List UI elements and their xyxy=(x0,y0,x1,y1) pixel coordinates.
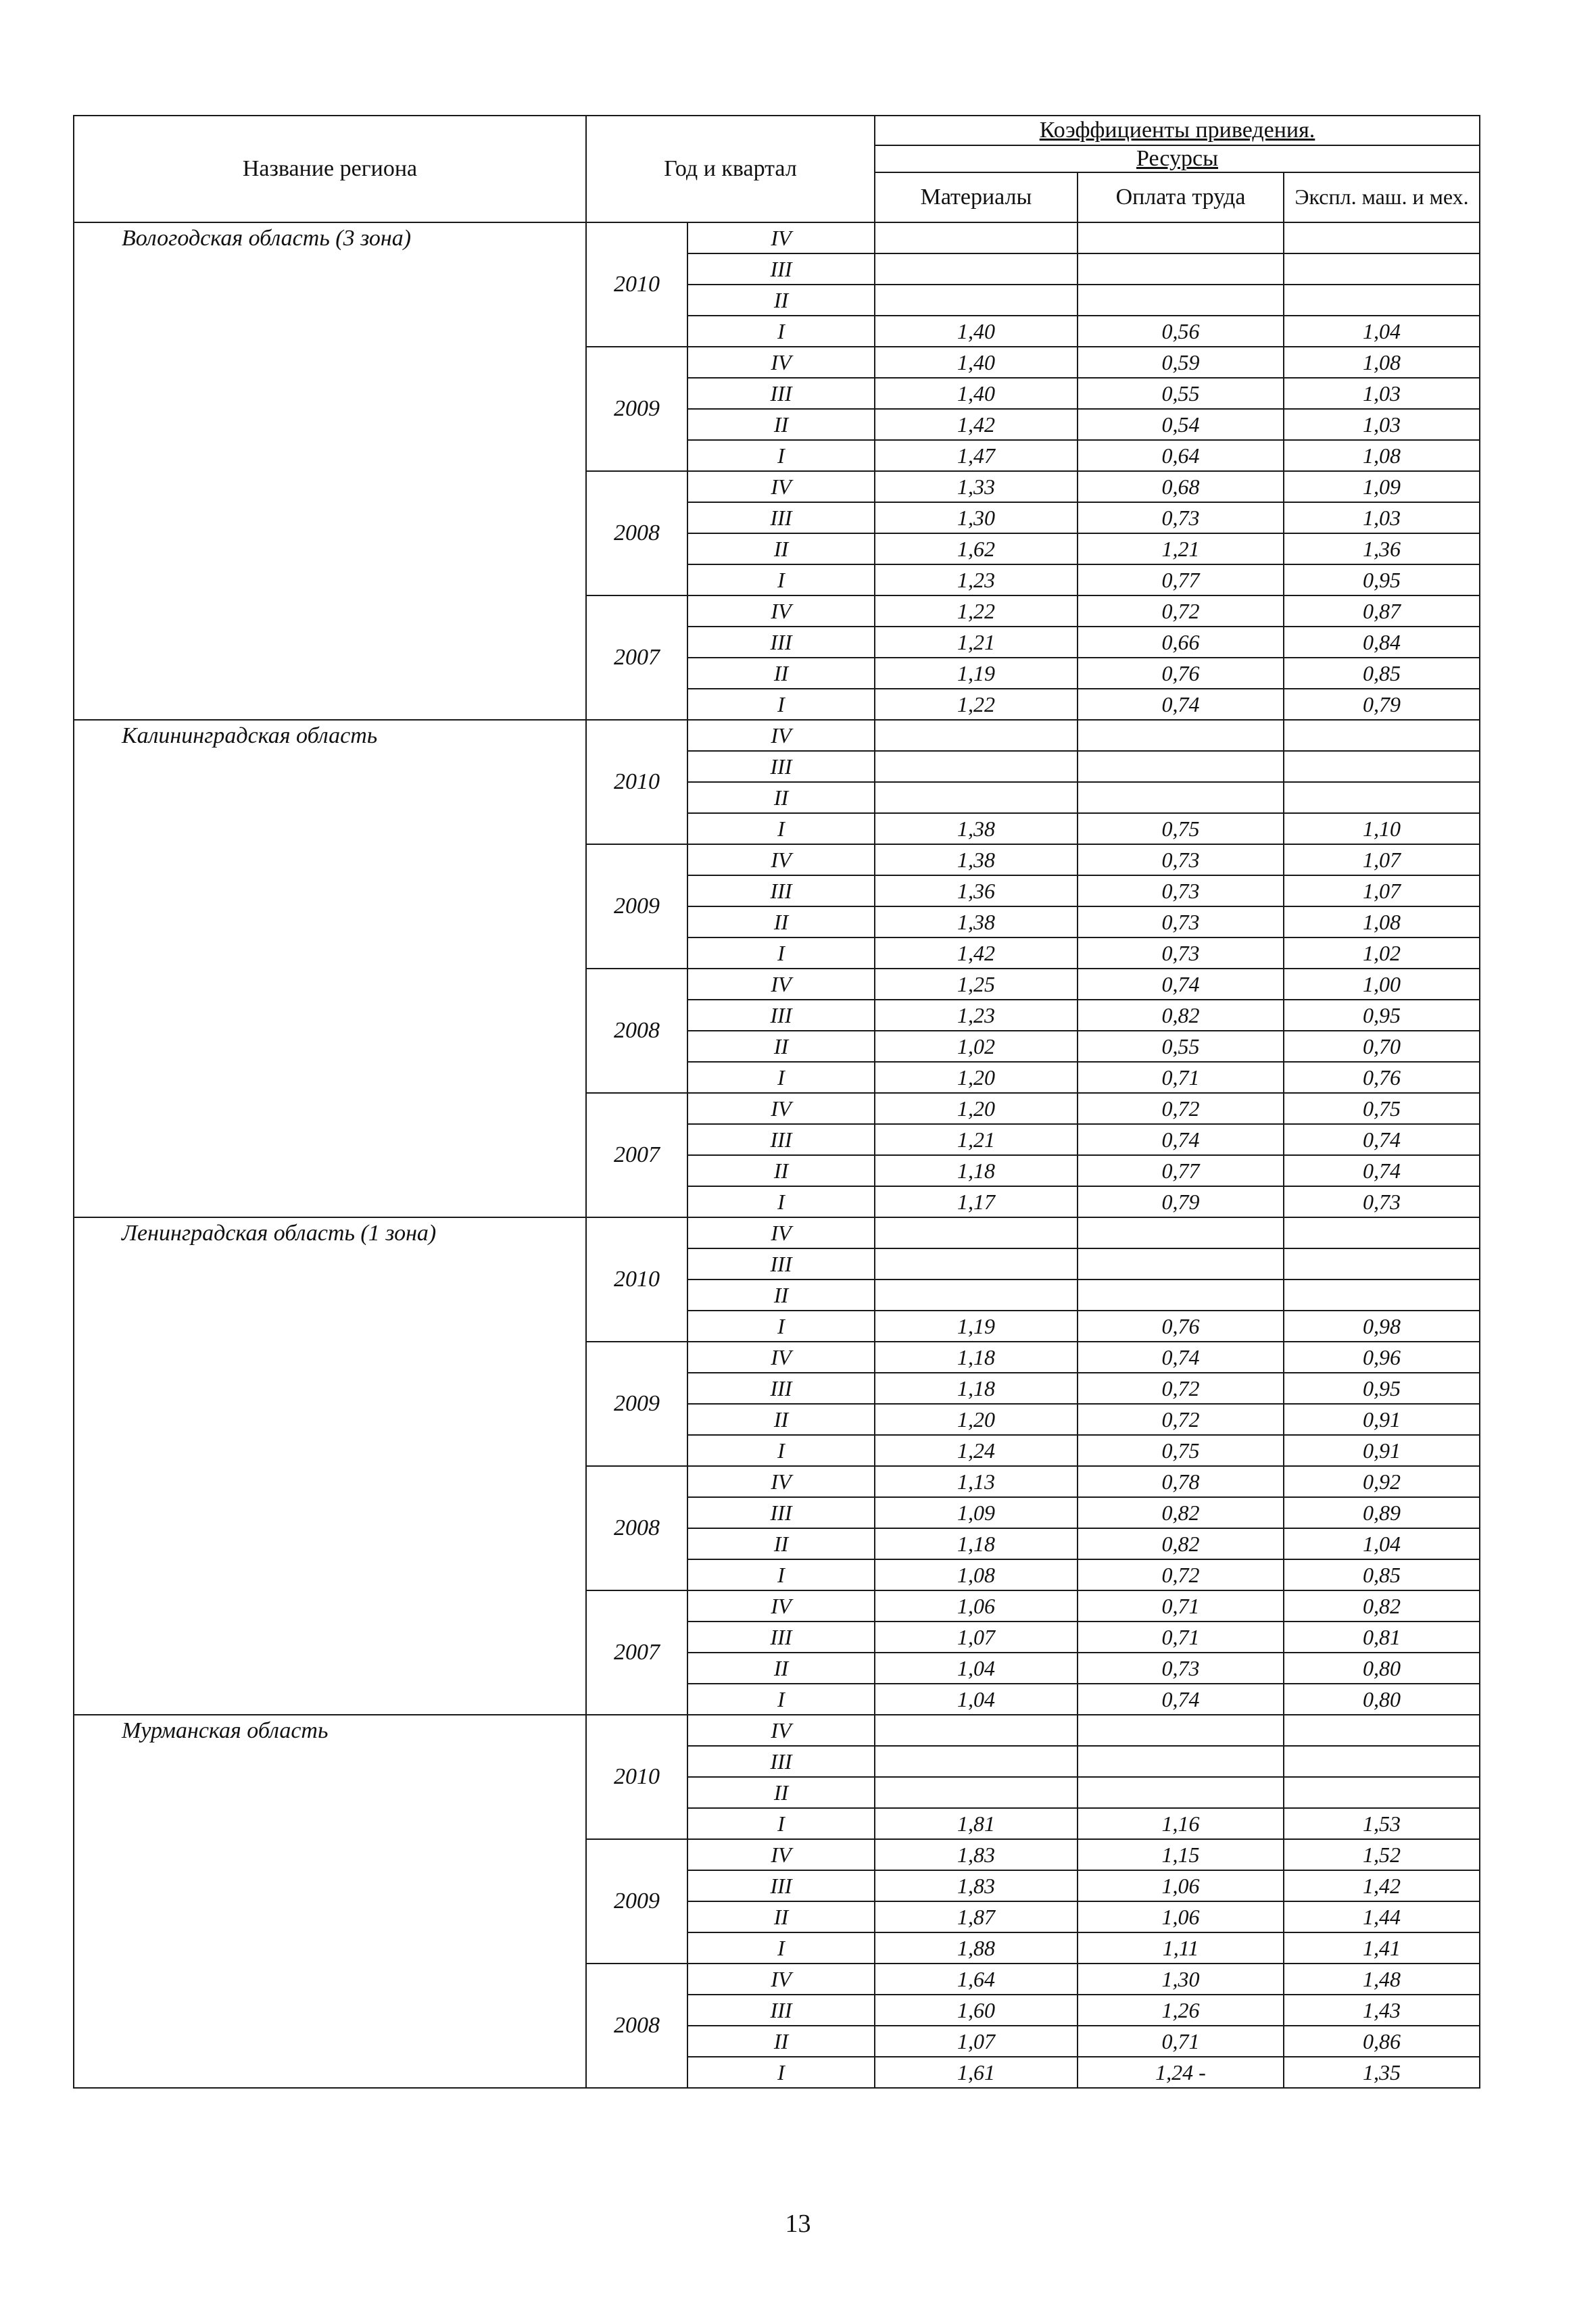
labor-value: 1,30 xyxy=(1078,1964,1284,1995)
machines-value: 1,07 xyxy=(1284,875,1480,906)
labor-value xyxy=(1078,1746,1284,1777)
machines-value: 1,53 xyxy=(1284,1808,1480,1839)
labor-value: 0,75 xyxy=(1078,813,1284,844)
materials-value: 1,25 xyxy=(875,969,1078,1000)
machines-value: 1,41 xyxy=(1284,1932,1480,1964)
year-cell: 2008 xyxy=(586,1466,687,1590)
materials-value: 1,38 xyxy=(875,844,1078,875)
labor-value: 0,74 xyxy=(1078,689,1284,720)
materials-value xyxy=(875,1746,1078,1777)
machines-value: 1,03 xyxy=(1284,378,1480,409)
quarter-cell: II xyxy=(687,1528,875,1559)
materials-value: 1,13 xyxy=(875,1466,1078,1497)
quarter-cell: III xyxy=(687,875,875,906)
materials-value xyxy=(875,222,1078,253)
materials-value: 1,22 xyxy=(875,595,1078,627)
materials-value: 1,20 xyxy=(875,1062,1078,1093)
labor-value: 0,77 xyxy=(1078,1155,1284,1186)
materials-value: 1,18 xyxy=(875,1155,1078,1186)
quarter-cell: IV xyxy=(687,1964,875,1995)
machines-value: 1,04 xyxy=(1284,316,1480,347)
quarter-cell: IV xyxy=(687,471,875,502)
materials-value: 1,21 xyxy=(875,627,1078,658)
materials-value xyxy=(875,782,1078,813)
machines-value: 1,03 xyxy=(1284,502,1480,533)
labor-value xyxy=(1078,1777,1284,1808)
quarter-cell: IV xyxy=(687,844,875,875)
materials-value: 1,02 xyxy=(875,1031,1078,1062)
machines-value: 1,36 xyxy=(1284,533,1480,564)
labor-value: 0,72 xyxy=(1078,1559,1284,1590)
labor-value: 0,73 xyxy=(1078,1653,1284,1684)
year-cell: 2008 xyxy=(586,471,687,595)
labor-value: 0,64 xyxy=(1078,440,1284,471)
materials-value: 1,22 xyxy=(875,689,1078,720)
header-machines: Экспл. маш. и мех. xyxy=(1284,172,1480,222)
machines-value: 1,04 xyxy=(1284,1528,1480,1559)
machines-value: 0,74 xyxy=(1284,1155,1480,1186)
machines-value xyxy=(1284,720,1480,751)
year-cell: 2008 xyxy=(586,1964,687,2088)
materials-value: 1,88 xyxy=(875,1932,1078,1964)
labor-value: 1,06 xyxy=(1078,1870,1284,1901)
materials-value: 1,04 xyxy=(875,1653,1078,1684)
labor-value: 0,73 xyxy=(1078,937,1284,969)
quarter-cell: II xyxy=(687,658,875,689)
materials-value: 1,19 xyxy=(875,1311,1078,1342)
labor-value: 1,21 xyxy=(1078,533,1284,564)
labor-value xyxy=(1078,751,1284,782)
materials-value: 1,23 xyxy=(875,564,1078,595)
machines-value xyxy=(1284,1248,1480,1280)
machines-value: 0,85 xyxy=(1284,658,1480,689)
labor-value: 0,72 xyxy=(1078,1404,1284,1435)
labor-value: 1,26 xyxy=(1078,1995,1284,2026)
machines-value: 0,98 xyxy=(1284,1311,1480,1342)
labor-value: 0,71 xyxy=(1078,1622,1284,1653)
machines-value xyxy=(1284,285,1480,316)
materials-value: 1,38 xyxy=(875,813,1078,844)
header-period-text: Год и квартал xyxy=(664,156,797,182)
labor-value: 1,16 xyxy=(1078,1808,1284,1839)
machines-value: 0,91 xyxy=(1284,1404,1480,1435)
machines-value: 0,87 xyxy=(1284,595,1480,627)
labor-value: 0,78 xyxy=(1078,1466,1284,1497)
materials-value: 1,33 xyxy=(875,471,1078,502)
quarter-cell: I xyxy=(687,440,875,471)
machines-value: 0,84 xyxy=(1284,627,1480,658)
labor-value: 0,79 xyxy=(1078,1186,1284,1217)
materials-value: 1,07 xyxy=(875,1622,1078,1653)
materials-value: 1,81 xyxy=(875,1808,1078,1839)
labor-value: 0,77 xyxy=(1078,564,1284,595)
quarter-cell: IV xyxy=(687,222,875,253)
machines-value: 1,42 xyxy=(1284,1870,1480,1901)
labor-value: 0,68 xyxy=(1078,471,1284,502)
materials-value: 1,21 xyxy=(875,1124,1078,1155)
materials-value: 1,42 xyxy=(875,409,1078,440)
machines-value: 1,03 xyxy=(1284,409,1480,440)
materials-value: 1,18 xyxy=(875,1342,1078,1373)
machines-value: 0,76 xyxy=(1284,1062,1480,1093)
year-cell: 2010 xyxy=(586,1715,687,1839)
machines-value: 1,35 xyxy=(1284,2057,1480,2088)
quarter-cell: II xyxy=(687,906,875,937)
machines-value: 0,79 xyxy=(1284,689,1480,720)
machines-value xyxy=(1284,1217,1480,1248)
labor-value: 0,71 xyxy=(1078,1062,1284,1093)
materials-value xyxy=(875,751,1078,782)
quarter-cell: III xyxy=(687,1124,875,1155)
quarter-cell: IV xyxy=(687,1590,875,1622)
machines-value xyxy=(1284,1280,1480,1311)
labor-value: 0,73 xyxy=(1078,906,1284,937)
materials-value: 1,30 xyxy=(875,502,1078,533)
labor-value: 0,66 xyxy=(1078,627,1284,658)
materials-value: 1,24 xyxy=(875,1435,1078,1466)
materials-value: 1,07 xyxy=(875,2026,1078,2057)
materials-value: 1,04 xyxy=(875,1684,1078,1715)
quarter-cell: III xyxy=(687,1000,875,1031)
year-cell: 2010 xyxy=(586,222,687,347)
materials-value: 1,83 xyxy=(875,1870,1078,1901)
quarter-cell: III xyxy=(687,1248,875,1280)
machines-value: 1,43 xyxy=(1284,1995,1480,2026)
quarter-cell: II xyxy=(687,1031,875,1062)
table-row xyxy=(74,1217,1480,1248)
quarter-cell: III xyxy=(687,1995,875,2026)
quarter-cell: III xyxy=(687,1497,875,1528)
quarter-cell: I xyxy=(687,1311,875,1342)
machines-value xyxy=(1284,222,1480,253)
quarter-cell: III xyxy=(687,378,875,409)
labor-value: 0,74 xyxy=(1078,969,1284,1000)
labor-value: 0,73 xyxy=(1078,844,1284,875)
quarter-cell: II xyxy=(687,533,875,564)
year-cell: 2007 xyxy=(586,595,687,720)
machines-value xyxy=(1284,1777,1480,1808)
machines-value: 0,91 xyxy=(1284,1435,1480,1466)
quarter-cell: II xyxy=(687,1404,875,1435)
machines-value: 0,89 xyxy=(1284,1497,1480,1528)
year-cell: 2009 xyxy=(586,1342,687,1466)
machines-value: 1,00 xyxy=(1284,969,1480,1000)
labor-value xyxy=(1078,1217,1284,1248)
quarter-cell: III xyxy=(687,1622,875,1653)
quarter-cell: IV xyxy=(687,1715,875,1746)
quarter-cell: I xyxy=(687,2057,875,2088)
materials-value: 1,38 xyxy=(875,906,1078,937)
labor-value: 1,06 xyxy=(1078,1901,1284,1932)
machines-value xyxy=(1284,253,1480,285)
machines-value: 0,80 xyxy=(1284,1684,1480,1715)
quarter-cell: II xyxy=(687,1653,875,1684)
labor-value: 0,76 xyxy=(1078,658,1284,689)
labor-value xyxy=(1078,253,1284,285)
quarter-cell: I xyxy=(687,1808,875,1839)
machines-value: 1,07 xyxy=(1284,844,1480,875)
machines-value: 0,86 xyxy=(1284,2026,1480,2057)
quarter-cell: I xyxy=(687,1684,875,1715)
region-name: Калининградская область xyxy=(74,720,586,1217)
quarter-cell: III xyxy=(687,1373,875,1404)
machines-value: 1,48 xyxy=(1284,1964,1480,1995)
materials-value xyxy=(875,1715,1078,1746)
quarter-cell: IV xyxy=(687,1093,875,1124)
machines-value xyxy=(1284,1715,1480,1746)
page-number: 13 xyxy=(785,2210,811,2238)
labor-value: 0,76 xyxy=(1078,1311,1284,1342)
quarter-cell: III xyxy=(687,1870,875,1901)
materials-value: 1,20 xyxy=(875,1404,1078,1435)
materials-value: 1,36 xyxy=(875,875,1078,906)
labor-value: 1,15 xyxy=(1078,1839,1284,1870)
labor-value xyxy=(1078,782,1284,813)
labor-value: 0,59 xyxy=(1078,347,1284,378)
labor-value xyxy=(1078,1280,1284,1311)
region-name: Вологодская область (3 зона) xyxy=(74,222,586,720)
table-body xyxy=(74,222,1480,2088)
year-cell: 2007 xyxy=(586,1590,687,1715)
header-materials: Материалы xyxy=(875,172,1078,222)
materials-value xyxy=(875,1248,1078,1280)
quarter-cell: IV xyxy=(687,595,875,627)
machines-value xyxy=(1284,782,1480,813)
labor-value: 0,74 xyxy=(1078,1342,1284,1373)
materials-value: 1,08 xyxy=(875,1559,1078,1590)
labor-value: 1,11 xyxy=(1078,1932,1284,1964)
quarter-cell: I xyxy=(687,1932,875,1964)
quarter-cell: II xyxy=(687,1155,875,1186)
quarter-cell: IV xyxy=(687,969,875,1000)
materials-value: 1,23 xyxy=(875,1000,1078,1031)
quarter-cell: IV xyxy=(687,1217,875,1248)
year-cell: 2009 xyxy=(586,844,687,969)
quarter-cell: III xyxy=(687,751,875,782)
machines-value: 0,82 xyxy=(1284,1590,1480,1622)
machines-value: 0,74 xyxy=(1284,1124,1480,1155)
quarter-cell: I xyxy=(687,1435,875,1466)
quarter-cell: IV xyxy=(687,347,875,378)
labor-value: 0,73 xyxy=(1078,502,1284,533)
header-coefficients: Коэффициенты приведения. xyxy=(875,116,1480,145)
materials-value xyxy=(875,1217,1078,1248)
quarter-cell: IV xyxy=(687,1839,875,1870)
quarter-cell: I xyxy=(687,937,875,969)
quarter-cell: IV xyxy=(687,720,875,751)
materials-value: 1,20 xyxy=(875,1093,1078,1124)
quarter-cell: I xyxy=(687,564,875,595)
header-resources: Ресурсы xyxy=(875,145,1480,172)
materials-value: 1,40 xyxy=(875,347,1078,378)
labor-value: 0,82 xyxy=(1078,1497,1284,1528)
table-row xyxy=(74,222,1480,253)
machines-value: 1,02 xyxy=(1284,937,1480,969)
quarter-cell: III xyxy=(687,1746,875,1777)
labor-value: 1,24 - xyxy=(1078,2057,1284,2088)
machines-value: 1,52 xyxy=(1284,1839,1480,1870)
materials-value: 1,87 xyxy=(875,1901,1078,1932)
machines-value: 0,73 xyxy=(1284,1186,1480,1217)
labor-value xyxy=(1078,222,1284,253)
year-cell: 2008 xyxy=(586,969,687,1093)
labor-value: 0,75 xyxy=(1078,1435,1284,1466)
coefficients-table xyxy=(73,115,1480,2089)
labor-value: 0,72 xyxy=(1078,1093,1284,1124)
machines-value: 0,95 xyxy=(1284,1373,1480,1404)
materials-value xyxy=(875,1777,1078,1808)
labor-value xyxy=(1078,1715,1284,1746)
labor-value: 0,74 xyxy=(1078,1124,1284,1155)
labor-value: 0,55 xyxy=(1078,1031,1284,1062)
quarter-cell: II xyxy=(687,1901,875,1932)
materials-value xyxy=(875,720,1078,751)
quarter-cell: II xyxy=(687,1280,875,1311)
materials-value: 1,19 xyxy=(875,658,1078,689)
labor-value xyxy=(1078,720,1284,751)
machines-value: 1,10 xyxy=(1284,813,1480,844)
labor-value xyxy=(1078,285,1284,316)
materials-value: 1,64 xyxy=(875,1964,1078,1995)
machines-value: 0,95 xyxy=(1284,564,1480,595)
table-row xyxy=(74,720,1480,751)
region-name: Мурманская область xyxy=(74,1715,586,2088)
machines-value: 0,85 xyxy=(1284,1559,1480,1590)
machines-value: 0,96 xyxy=(1284,1342,1480,1373)
materials-value: 1,83 xyxy=(875,1839,1078,1870)
year-cell: 2010 xyxy=(586,720,687,844)
labor-value: 0,73 xyxy=(1078,875,1284,906)
machines-value: 0,75 xyxy=(1284,1093,1480,1124)
machines-value xyxy=(1284,1746,1480,1777)
machines-value: 0,95 xyxy=(1284,1000,1480,1031)
machines-value: 0,92 xyxy=(1284,1466,1480,1497)
header-period xyxy=(586,116,875,222)
materials-value: 1,09 xyxy=(875,1497,1078,1528)
materials-value: 1,42 xyxy=(875,937,1078,969)
quarter-cell: IV xyxy=(687,1466,875,1497)
quarter-cell: I xyxy=(687,1186,875,1217)
machines-value: 1,09 xyxy=(1284,471,1480,502)
quarter-cell: II xyxy=(687,2026,875,2057)
quarter-cell: II xyxy=(687,409,875,440)
year-cell: 2009 xyxy=(586,1839,687,1964)
labor-value: 0,74 xyxy=(1078,1684,1284,1715)
labor-value: 0,82 xyxy=(1078,1528,1284,1559)
materials-value: 1,60 xyxy=(875,1995,1078,2026)
quarter-cell: II xyxy=(687,285,875,316)
quarter-cell: II xyxy=(687,1777,875,1808)
machines-value: 1,08 xyxy=(1284,906,1480,937)
labor-value: 0,72 xyxy=(1078,1373,1284,1404)
quarter-cell: I xyxy=(687,689,875,720)
quarter-cell: II xyxy=(687,782,875,813)
quarter-cell: III xyxy=(687,627,875,658)
materials-value: 1,18 xyxy=(875,1528,1078,1559)
materials-value: 1,47 xyxy=(875,440,1078,471)
header-labor: Оплата труда xyxy=(1078,172,1284,222)
materials-value xyxy=(875,253,1078,285)
machines-value: 1,44 xyxy=(1284,1901,1480,1932)
labor-value: 0,71 xyxy=(1078,2026,1284,2057)
materials-value: 1,18 xyxy=(875,1373,1078,1404)
materials-value: 1,62 xyxy=(875,533,1078,564)
table-header xyxy=(74,116,1480,222)
labor-value: 0,82 xyxy=(1078,1000,1284,1031)
machines-value: 0,81 xyxy=(1284,1622,1480,1653)
labor-value: 0,72 xyxy=(1078,595,1284,627)
materials-value xyxy=(875,285,1078,316)
materials-value: 1,06 xyxy=(875,1590,1078,1622)
quarter-cell: I xyxy=(687,1559,875,1590)
materials-value: 1,40 xyxy=(875,316,1078,347)
header-region: Название региона xyxy=(74,116,586,222)
year-cell: 2010 xyxy=(586,1217,687,1342)
year-cell: 2007 xyxy=(586,1093,687,1217)
labor-value: 0,54 xyxy=(1078,409,1284,440)
region-name: Ленинградская область (1 зона) xyxy=(74,1217,586,1715)
machines-value: 0,80 xyxy=(1284,1653,1480,1684)
machines-value: 1,08 xyxy=(1284,440,1480,471)
quarter-cell: I xyxy=(687,316,875,347)
year-cell: 2009 xyxy=(586,347,687,471)
labor-value xyxy=(1078,1248,1284,1280)
materials-value: 1,61 xyxy=(875,2057,1078,2088)
labor-value: 0,71 xyxy=(1078,1590,1284,1622)
quarter-cell: IV xyxy=(687,1342,875,1373)
machines-value: 0,70 xyxy=(1284,1031,1480,1062)
quarter-cell: I xyxy=(687,813,875,844)
quarter-cell: I xyxy=(687,1062,875,1093)
materials-value xyxy=(875,1280,1078,1311)
labor-value: 0,56 xyxy=(1078,316,1284,347)
labor-value: 0,55 xyxy=(1078,378,1284,409)
materials-value: 1,17 xyxy=(875,1186,1078,1217)
machines-value: 1,08 xyxy=(1284,347,1480,378)
quarter-cell: III xyxy=(687,502,875,533)
table-row xyxy=(74,1715,1480,1746)
materials-value: 1,40 xyxy=(875,378,1078,409)
machines-value xyxy=(1284,751,1480,782)
quarter-cell: III xyxy=(687,253,875,285)
